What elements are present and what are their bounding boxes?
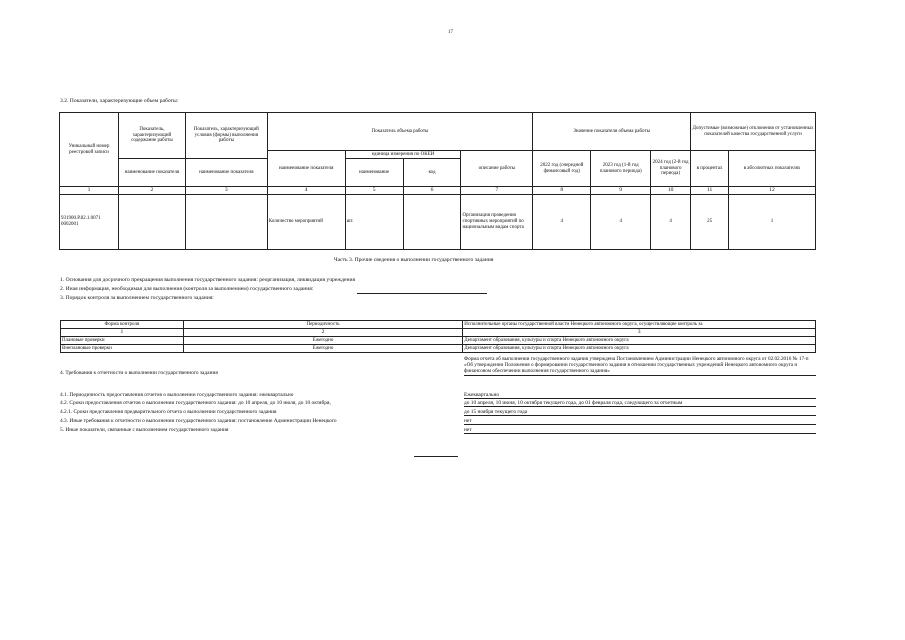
header-content-name: наименование показателя [118,159,185,187]
column-number: 11 [691,187,729,195]
requirement-4-3-label: 4.3. Иные требования к отчетности о выполнении государственного задания: постановление Администрации Ненецкого [60,418,337,424]
requirement-4-2-1-label: 4.2.1. Сроки представления предварительного отчета о выполнении государственного задания [60,409,277,415]
requirement-4-1-label: 4.1. Периодичность предоставления отчетов о выполнении государственного задания: ежеквартально [60,392,294,398]
header-percent: в процентах [691,151,729,187]
requirement-4-value: Форма отчета об выполнении государственного задания утверждена Постановлением Администрации Ненецкого автономного округа от 02.02.2016 № 17-п «Об утверждении Положения о формировании государственного задания в отношении государственных учреждений Ненецкого автономного округа и финансовом обеспечении выполнения государственного задания» [464,356,816,376]
header-description: описание работы [461,151,533,187]
column-number: 12 [729,187,816,195]
header-okei-code: код [403,159,461,187]
table-row [60,195,816,250]
header-value: Значение показателя объема работы [533,113,691,151]
header-okei-name: наименование [345,159,403,187]
control-organ: Департамент образования, культуры и спорта Ненецкого автономного округа [463,345,816,353]
requirement-4-3-value: нет [464,418,816,425]
work-description: Организация проведения спортивных мероприятий по национальным видам спорта [461,195,533,250]
table-row [61,345,816,353]
column-number: 2 [118,187,185,195]
requirement-4-2-1-value: до 15 ноября текущего года [464,409,816,416]
header-unique-number: Уникальный номер реестровой записи [60,113,119,187]
header-control-form: Форма контроля [61,321,184,329]
control-period: Ежегодно [183,345,462,353]
value-2023: 4 [591,195,651,250]
header-control-organs: Исполнительные органы государственной власти Ненецкого автономного округа, осуществляющие контроль за [463,321,816,329]
column-number: 1 [61,329,184,337]
unit-name: шт. [345,195,403,250]
column-number: 2 [183,329,462,337]
header-periodicity: Периодичность [183,321,462,329]
item-3: 3. Порядок контроля за выполнением государственного задания: [60,295,214,301]
item-1: 1. Основания для досрочного прекращения выполнения государственного задания: реорганизация, ликвидация учреждения [60,277,356,283]
column-number: 9 [591,187,651,195]
column-number: 5 [345,187,403,195]
column-number: 10 [651,187,691,195]
closing-divider [414,455,458,457]
section-title: 3.2. Показатели, характеризующие объем работы: [60,98,179,104]
header-2022: 2022 год (очередной финансовый год) [533,151,591,187]
requirement-5-label: 5. Иные показатели, связанные с выполнением государственного задания [60,427,229,433]
requirement-4-label: 4. Требования к отчетности о выполнении государственного задания [60,370,218,376]
header-conditions-name: наименование показателя [185,159,267,187]
header-deviation: Допустимые (возможные) отклонения от установленных показателей качества государственной услуги [691,113,816,151]
column-number: 3 [463,329,816,337]
column-number: 3 [185,187,267,195]
table-row [61,337,816,345]
part3-title: Часть 3. Прочие сведения о выполнении государственного задания [334,257,494,263]
item-2-blank-line [357,286,487,294]
deviation-percent: 25 [691,195,729,250]
control-form: Внеплановые проверки [61,345,184,353]
header-conditions: Показатель, характеризующий условия (формы) выполнения работы [185,113,267,159]
value-2024: 4 [651,195,691,250]
registry-number: 931900.Р.82.1.0071 0002001 [60,195,119,250]
header-2023: 2023 год (1-й год планового периода) [591,151,651,187]
header-volume: Показатель объема работы [267,113,533,151]
requirement-4-2-label: 4.2. Сроки предоставления отчетов о выполнении государственного задания: до 10 апреля, до 10 июля, до 10 октября, [60,400,331,406]
requirement-5-value: нет [464,427,816,434]
indicator-name: Количество мероприятий [267,195,345,250]
control-table [60,320,816,353]
column-number: 6 [403,187,461,195]
item-2: 2. Иная информация, необходимая для выполнения (контроля за выполнением) государственного задания: [60,286,314,292]
requirement-4-1-value: Ежеквартально [464,392,816,399]
value-2022: 4 [533,195,591,250]
work-volume-table [59,112,816,250]
header-okei: единица измерения по ОКЕИ [345,151,461,159]
column-number: 1 [60,187,119,195]
deviation-absolute: 1 [729,195,816,250]
control-form: Плановые проверки [61,337,184,345]
requirement-4-2-value: до 10 апреля, 10 июня, 10 октября текущего года, до 01 февраля года, следующего за отчетным [464,400,816,407]
column-number: 8 [533,187,591,195]
column-number: 4 [267,187,345,195]
header-content: Показатель, характеризующий содержание работы [118,113,185,159]
column-number: 7 [461,187,533,195]
header-2024: 2024 год (2-й год планового периода) [651,151,691,187]
page-number: 17 [448,30,453,35]
header-absolute: в абсолютных показателях [729,151,816,187]
control-organ: Департамент образования, культуры и спорта Ненецкого автономного округа [463,337,816,345]
control-period: Ежегодно [183,337,462,345]
header-volume-name: наименование показателя [267,151,345,187]
